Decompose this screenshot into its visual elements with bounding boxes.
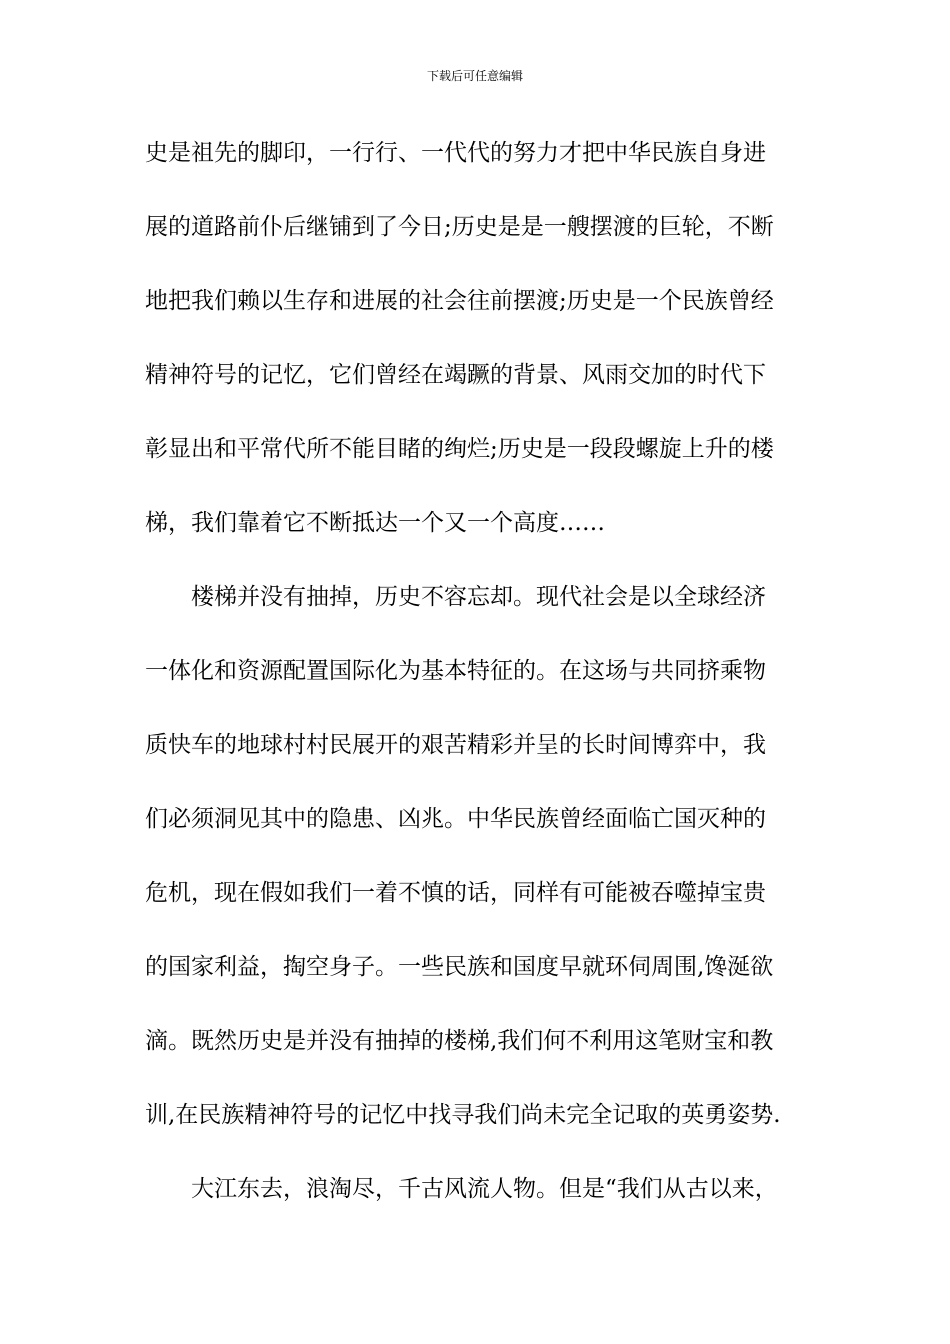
text-line: 梯，我们靠着它不断抵达一个又一个高度…… xyxy=(145,510,605,536)
text-line: 精神符号的记忆，它们曾经在竭蹶的背景、风雨交加的时代下 xyxy=(145,362,766,388)
text-line: 质快车的地球村村民展开的艰苦精彩并呈的长时间博弈中，我 xyxy=(145,732,766,758)
text-line: 史是祖先的脚印，一行行、一代代的努力才把中华民族自身进 xyxy=(145,140,766,166)
text-line: 训,在民族精神符号的记忆中找寻我们尚未完全记取的英勇姿势. xyxy=(145,1102,781,1128)
text-line: 危机，现在假如我们一着不慎的话，同样有可能被吞噬掉宝贵 xyxy=(145,880,766,906)
text-line: 楼梯并没有抽掉，历史不容忘却。现代社会是以全球经济 xyxy=(191,584,766,610)
text-line: 彰显出和平常代所不能目睹的绚烂;历史是一段段螺旋上升的楼 xyxy=(145,436,774,462)
page-header: 下载后可任意编辑 xyxy=(426,69,523,83)
text-line: 一体化和资源配置国际化为基本特征的。在这场与共同挤乘物 xyxy=(145,658,766,684)
text-line: 展的道路前仆后继铺到了今日;历史是是一艘摆渡的巨轮，不断 xyxy=(145,214,774,240)
body-text xyxy=(145,131,825,1241)
text-line: 的国家利益，掏空身子。一些民族和国度早就环伺周围,馋涎欲 xyxy=(145,954,774,980)
text-line: 滴。既然历史是并没有抽掉的楼梯,我们何不利用这笔财宝和教 xyxy=(145,1028,774,1054)
text-line: 们必须洞见其中的隐患、凶兆。中华民族曾经面临亡国灭种的 xyxy=(145,806,766,832)
text-line: 地把我们赖以生存和进展的社会往前摆渡;历史是一个民族曾经 xyxy=(145,288,774,314)
text-line: 大江东去，浪淘尽，千古风流人物。但是“我们从古以来， xyxy=(191,1176,778,1202)
